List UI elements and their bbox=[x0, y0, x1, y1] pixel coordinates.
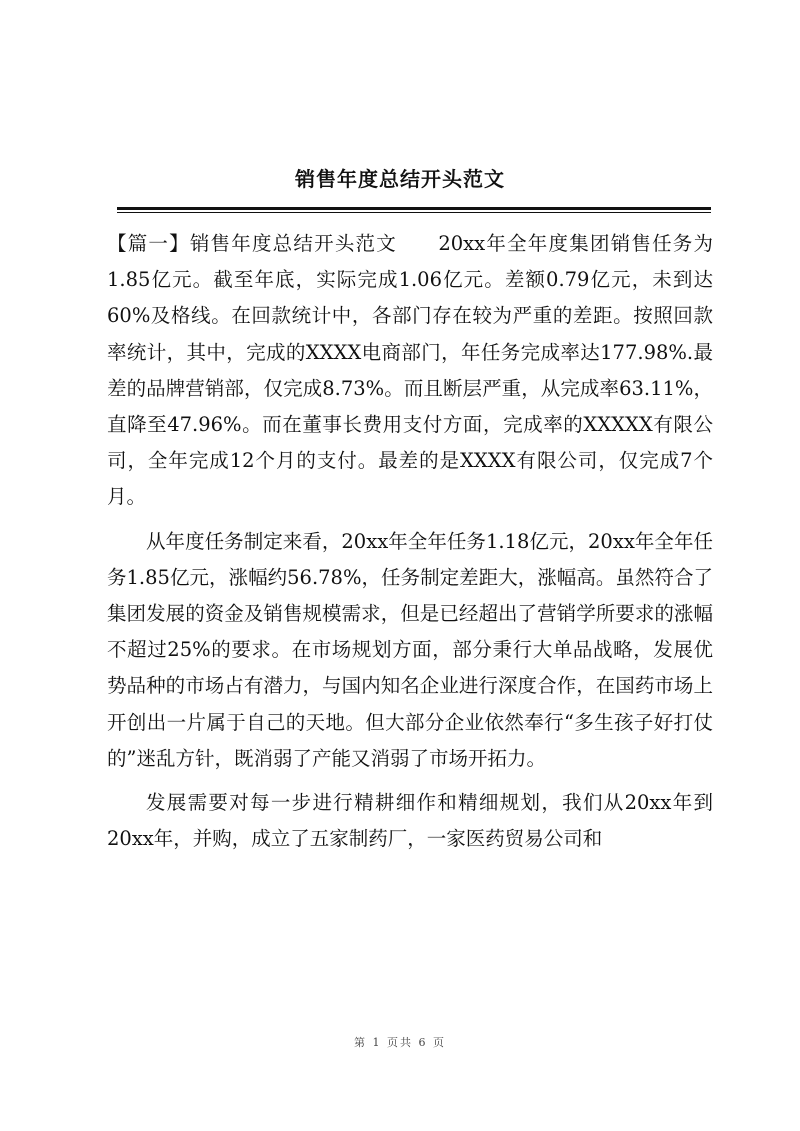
paragraph-1: 【篇一】销售年度总结开头范文 20xx年全年度集团销售任务为1.85亿元。截至年底，实际完成1.06亿元。差额0.79亿元，未到达60%及格线。在回款统计中，各部门存在较为严重的差距。按照回款率统计，其中，完成的XXXX电商部门，年任务完成率达177.98%.最差的品牌营销部，仅完成8.73%。而且断层严重，从完成率63.11%，直降至47.96%。而在董事长费用支付方面，完成率的XXXXX有限公司，全年完成12个月的支付。最差的是XXXX有限公司，仅完成7个月。 bbox=[107, 232, 713, 509]
document-title: 销售年度总结开头范文 bbox=[295, 167, 505, 191]
paragraph-3: 发展需要对每一步进行精耕细作和精细规划，我们从20xx年到20xx年，并购，成立了五家制药厂，一家医药贸易公司和 bbox=[107, 791, 713, 851]
title-divider-thin bbox=[117, 212, 711, 213]
title-divider bbox=[117, 207, 711, 210]
document-body bbox=[107, 226, 713, 857]
paragraph-2: 从年度任务制定来看，20xx年全年任务1.18亿元，20xx年全年任务1.85亿元，涨幅约56.78%，任务制定差距大，涨幅高。虽然符合了集团发展的资金及销售规模需求，但是已经超出了营销学所要求的涨幅不超过25%的要求。在市场规划方面，部分秉行大单品战略，发展优势品种的市场占有潜力，与国内知名企业进行深度合作，在国药市场上开创出一片属于自己的天地。但大部分企业依然奉行“多生孩子好打仗的”迷乱方针，既消弱了产能又消弱了市场开拓力。 bbox=[107, 529, 713, 770]
page-footer: 第 1 页共 6 页 bbox=[354, 1036, 446, 1049]
